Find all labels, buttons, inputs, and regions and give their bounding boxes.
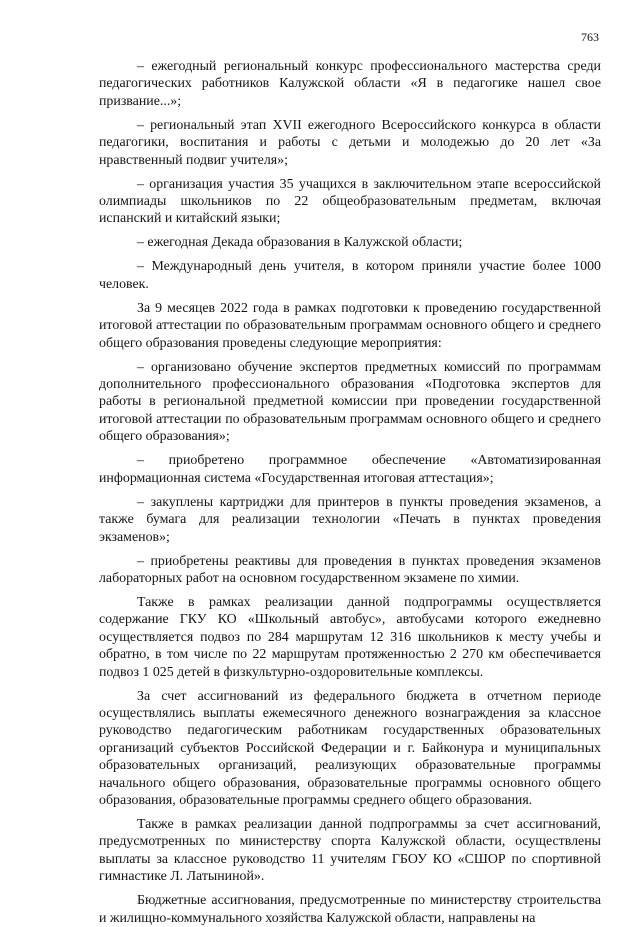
paragraph: За 9 месяцев 2022 года в рамках подготовки к проведению государственной итоговой аттестации по образовательным программам основного общего и среднего общего образования проведены следующие мероприятия: — [99, 300, 601, 351]
paragraph: – организовано обучение экспертов предметных комиссий по программам дополнительного профессионального образования «Подготовка экспертов для работы в региональной предметной комиссии при проведении государственной итоговой аттестации по образовательным программам основного общего и среднего общего образования»; — [99, 359, 601, 445]
paragraph: – приобретены реактивы для проведения в пунктах проведения экзаменов лабораторных работ на основном государственном экзамене по химии. — [99, 553, 601, 586]
paragraph: – ежегодная Декада образования в Калужской области; — [137, 235, 463, 251]
paragraph: Также в рамках реализации данной подпрограммы осуществляется содержание ГКУ КО «Школьный автобус», автобусами которого ежедневно осуществляется подвоз по 284 маршрутам 12 316 школьников к месту учебы и обратно, в том числе по 22 маршрутам протяженностью 2 270 км обеспечивается подвоз 1 025 детей в физкультурно-оздоровительные комплексы. — [99, 594, 601, 680]
paragraph: – Международный день учителя, в котором приняли участие более 1000 человек. — [99, 259, 601, 292]
document-body — [99, 58, 601, 927]
paragraph: – приобретено программное обеспечение «Автоматизированная информационная система «Государственная итоговая аттестация»; — [99, 453, 601, 486]
paragraph: – организация участия 35 учащихся в заключительном этапе всероссийской олимпиады школьников по 22 общеобразовательным предметам, включая испанский и китайский языки; — [99, 176, 601, 227]
paragraph: За счет ассигнований из федерального бюджета в отчетном периоде осуществлялись выплаты ежемесячного денежного вознаграждения за классное руководство педагогическим работникам государственных образовательных организаций субъектов Российской Федерации и г. Байконура и муниципальных образовательных организаций, реализующих образовательные программы начального общего образования, образовательные программы основного общего образования, образовательные программы среднего общего образования. — [99, 688, 601, 808]
paragraph: Также в рамках реализации данной подпрограммы за счет ассигнований, предусмотренных по министерству спорта Калужской области, осуществлены выплаты за классное руководство 11 учителям ГБОУ КО «СШОР по спортивной гимнастике Л. Латыниной». — [99, 816, 601, 885]
paragraph: Бюджетные ассигнования, предусмотренные по министерству строительства и жилищно-коммунального хозяйства Калужской области, направлены на — [99, 893, 601, 926]
paragraph: – закуплены картриджи для принтеров в пункты проведения экзаменов, а также бумага для реализации технологии «Печать в пунктах проведения экзаменов»; — [99, 494, 601, 545]
paragraph: – ежегодный региональный конкурс профессионального мастерства среди педагогических работников Калужской области «Я в педагогике нашел свое призвание...»; — [99, 59, 601, 109]
paragraph: – региональный этап XVII ежегодного Всероссийского конкурса в области педагогики, воспитания и работы с детьми и молодежью до 20 лет «За нравственный подвиг учителя»; — [99, 117, 601, 168]
page-number: 763 — [581, 30, 599, 44]
